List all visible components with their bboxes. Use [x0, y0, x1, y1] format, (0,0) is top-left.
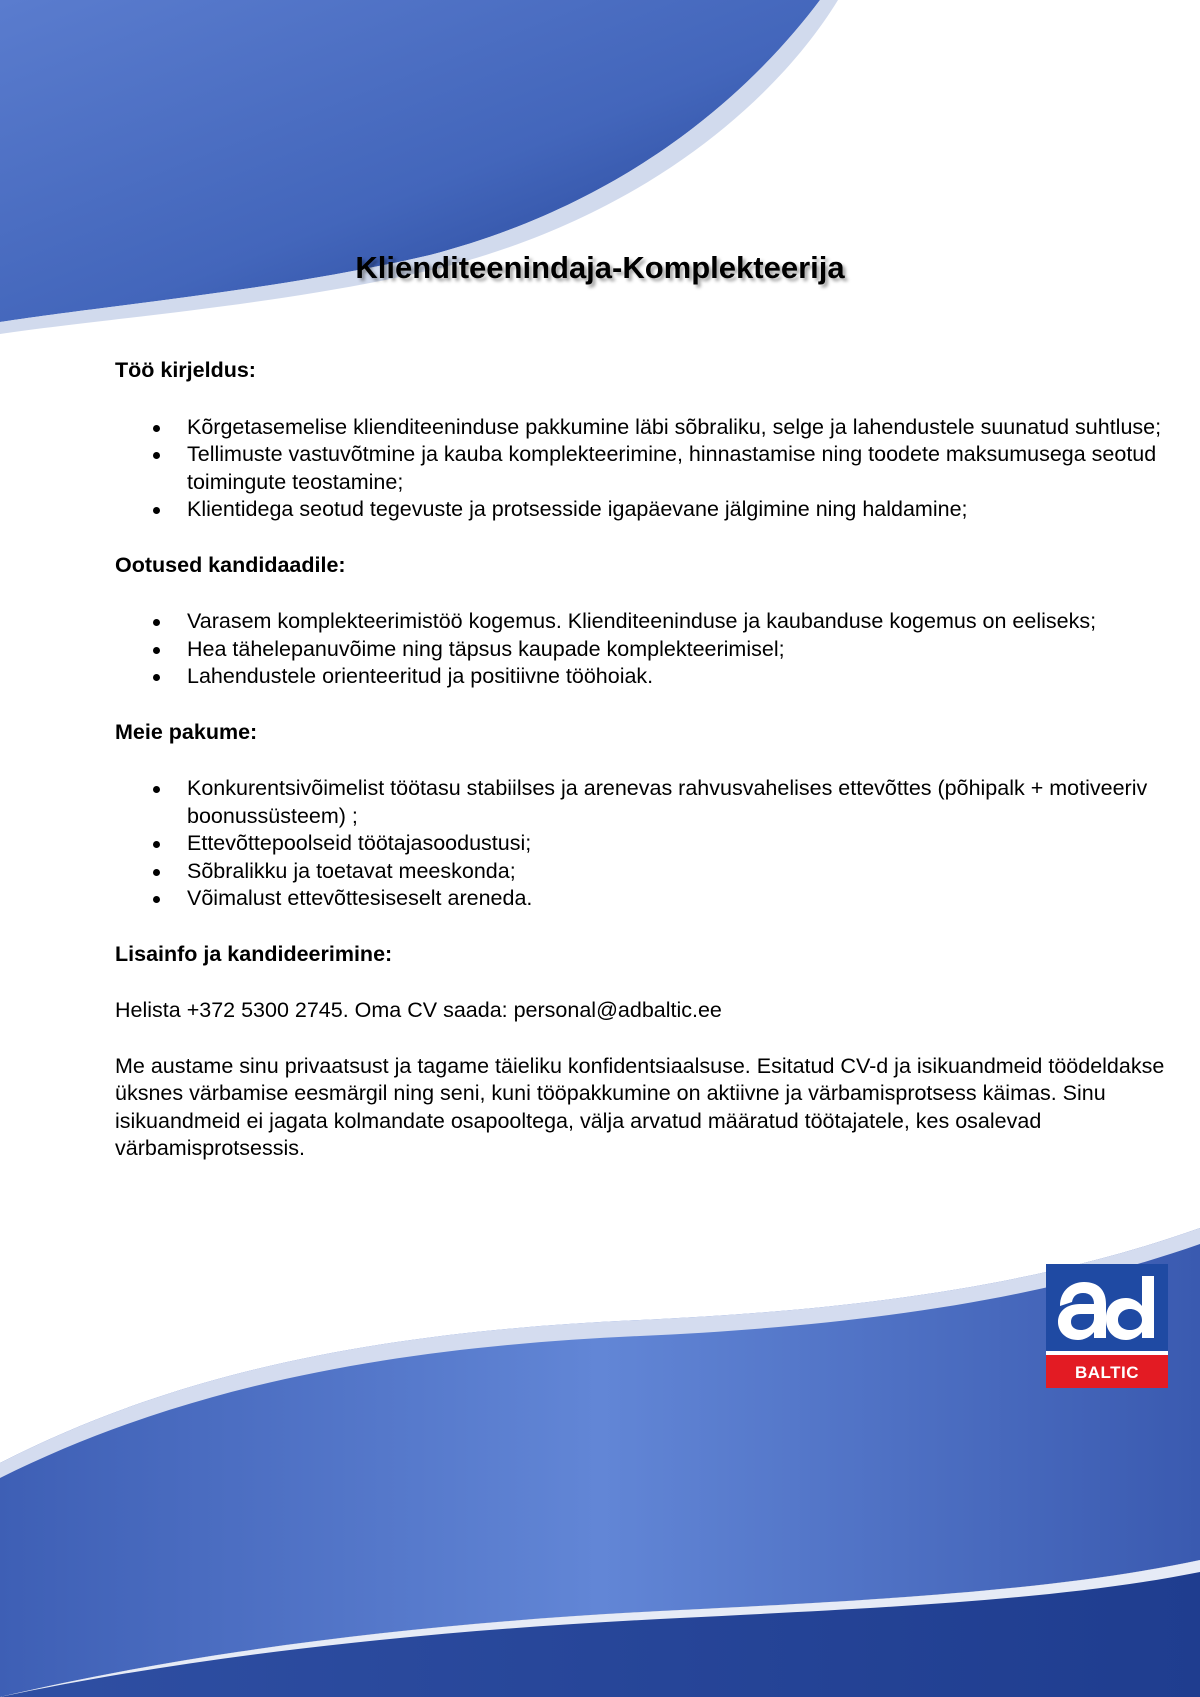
list-item: Konkurentsivõimelist töötasu stabiilses ja arenevas rahvusvahelises ettevõttes (põhipalk + motiveeriv boonussüsteem) ; [115, 775, 1165, 830]
list-item: Ettevõttepoolseid töötajasoodustusi; [115, 830, 1165, 858]
bullet-icon [153, 674, 160, 681]
benefits-list [115, 775, 1165, 913]
section-heading-job-description: Töö kirjeldus: [115, 358, 256, 382]
bullet-icon [153, 619, 160, 626]
list-item: Klientidega seotud tegevuste ja protsesside igapäevane jälgimine ning haldamine; [115, 496, 1165, 524]
section-heading-contact: Lisainfo ja kandideerimine: [115, 941, 393, 966]
page-title: Klienditeenindaja-Komplekteerija [355, 250, 845, 285]
section-heading-expectations: Ootused kandidaadile: [115, 552, 346, 577]
bullet-icon [153, 896, 160, 903]
contact-info: Helista +372 5300 2745. Oma CV saada: personal@adbaltic.ee [115, 998, 722, 1022]
job-duties-list [115, 414, 1165, 524]
list-item: Hea tähelepanuvõime ning täpsus kaupade komplekteerimisel; [115, 636, 1165, 664]
section-heading-we-offer: Meie pakume: [115, 719, 258, 744]
list-item: Võimalust ettevõttesiseselt areneda. [115, 885, 1165, 913]
job-description [115, 357, 1165, 1163]
list-item: Sõbralikku ja toetavat meeskonda; [115, 858, 1165, 886]
bullet-icon [153, 869, 160, 876]
list-item: Lahendustele orienteeritud ja positiivne tööhoiak. [115, 663, 1165, 691]
logo-label: BALTIC [1074, 1363, 1140, 1382]
list-item: Varasem komplekteerimistöö kogemus. Klienditeeninduse ja kaubanduse kogemus on eeliseks; [115, 608, 1165, 636]
bullet-icon [153, 786, 160, 793]
list-item: Kõrgetasemelise klienditeeninduse pakkumine läbi sõbraliku, selge ja lahendustele suunatud suhtluse; [115, 414, 1165, 442]
privacy-notice: Me austame sinu privaatsust ja tagame täieliku konfidentsiaalsuse. Esitatud CV-d ja isikuandmeid töödeldakse üksnes värbamise eesmärgil ning seni, kuni tööpakkumine on aktiivne ja värbamisprotsess käimas. Sinu isikuandmeid ei jagata kolmandate osapooltega, välja arvatud määratud töötajatele, kes osalevad värbamisprotsessis. [115, 1053, 1165, 1160]
list-item: Tellimuste vastuvõtmine ja kauba komplekteerimine, hinnastamise ning toodete maksumusega seotud toimingute teostamine; [115, 441, 1165, 496]
ad-baltic-logo [1046, 1264, 1168, 1388]
bullet-icon [153, 507, 160, 514]
expectations-list [115, 608, 1165, 691]
bullet-icon [153, 841, 160, 848]
bullet-icon [153, 425, 160, 432]
bullet-icon [153, 647, 160, 654]
bullet-icon [153, 452, 160, 459]
ad-logo-icon [1054, 1276, 1160, 1342]
